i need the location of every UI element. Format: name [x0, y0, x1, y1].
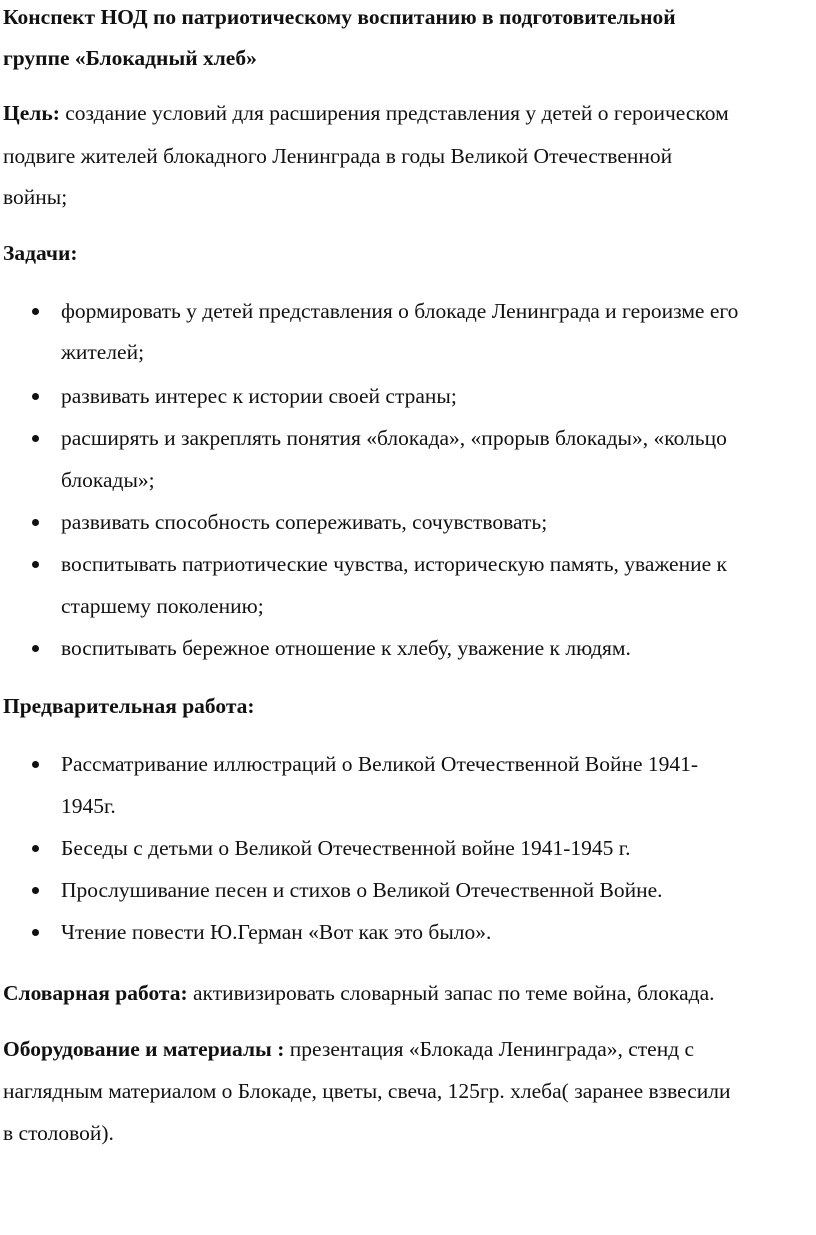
- equipment-line-2: [3, 1078, 731, 1104]
- preliminary-item-3-text-1: Прослушивание песен и стихов о Великой Отечественной Войне.: [61, 878, 663, 902]
- task-item-3-line-1: [61, 425, 727, 451]
- preliminary-item-1-text-2: 1945г.: [61, 794, 116, 818]
- bullet-icon: [32, 308, 39, 315]
- equipment-line-1: [3, 1036, 694, 1062]
- equipment-text-2: наглядным материалом о Блокаде, цветы, свеча, 125гр. хлеба( заранее взвесили: [3, 1079, 731, 1103]
- equipment-text-1: презентация «Блокада Ленинграда», стенд с: [284, 1037, 695, 1061]
- task-item-1-line-1: [61, 298, 738, 324]
- preliminary-item-1-line-1: [61, 751, 698, 777]
- equipment-text-3: в столовой).: [3, 1121, 114, 1145]
- task-item-5-text-1: воспитывать патриотические чувства, историческую память, уважение к: [61, 552, 727, 576]
- bullet-icon: [32, 929, 39, 936]
- preliminary-item-4-line-1: [61, 919, 491, 945]
- preliminary-heading-text: Предварительная работа:: [3, 694, 255, 718]
- goal-text-1: создание условий для расширения представления у детей о героическом: [59, 101, 729, 125]
- bullet-icon: [32, 645, 39, 652]
- task-item-6-line-1: [61, 635, 631, 661]
- goal-line-2: [3, 143, 672, 169]
- goal-line-1: [3, 100, 729, 126]
- preliminary-item-3-line-1: [61, 877, 663, 903]
- task-item-5-line-1: [61, 551, 727, 577]
- preliminary-heading: [3, 693, 255, 719]
- tasks-heading-text: Задачи:: [3, 241, 78, 265]
- task-item-3-text-1: расширять и закреплять понятия «блокада», «прорыв блокады», «кольцо: [61, 426, 727, 450]
- bullet-icon: [32, 887, 39, 894]
- task-item-4-line-1: [61, 509, 547, 535]
- task-item-6-text-1: воспитывать бережное отношение к хлебу, уважение к людям.: [61, 636, 631, 660]
- goal-label: Цель:: [3, 101, 60, 125]
- bullet-icon: [32, 845, 39, 852]
- bullet-icon: [32, 435, 39, 442]
- task-item-5-text-2: старшему поколению;: [61, 594, 264, 618]
- document-title-line-2: [3, 45, 257, 71]
- equipment-label: Оборудование и материалы :: [3, 1037, 285, 1061]
- bullet-icon: [32, 393, 39, 400]
- goal-line-3: [3, 184, 67, 210]
- preliminary-item-2-line-1: [61, 835, 631, 861]
- bullet-icon: [32, 519, 39, 526]
- task-item-1-line-2: [61, 339, 144, 365]
- goal-text-2: подвиге жителей блокадного Ленинграда в годы Великой Отечественной: [3, 144, 673, 168]
- equipment-line-3: [3, 1120, 114, 1146]
- bullet-icon: [32, 561, 39, 568]
- document-title-text-2: группе «Блокадный хлеб»: [3, 46, 257, 70]
- bullet-icon: [32, 761, 39, 768]
- goal-text-3: войны;: [3, 185, 68, 209]
- task-item-1-text-1: формировать у детей представления о блокаде Ленинграда и героизме его: [61, 299, 739, 323]
- task-item-1-text-2: жителей;: [61, 340, 145, 364]
- task-item-2-text-1: развивать интерес к истории своей страны;: [61, 384, 457, 408]
- tasks-heading: [3, 240, 78, 266]
- task-item-2-line-1: [61, 383, 457, 409]
- preliminary-item-1-line-2: [61, 793, 116, 819]
- preliminary-item-1-text-1: Рассматривание иллюстраций о Великой Отечественной Войне 1941-: [61, 752, 699, 776]
- preliminary-item-2-text-1: Беседы с детьми о Великой Отечественной войне 1941-1945 г.: [61, 836, 631, 860]
- document-title-line-1: [3, 4, 676, 30]
- task-item-3-line-2: [61, 467, 155, 493]
- vocabulary-text: активизировать словарный запас по теме война, блокада.: [187, 981, 715, 1005]
- document-title-text-1: Конспект НОД по патриотическому воспитанию в подготовительной: [3, 5, 676, 29]
- vocabulary-label: Словарная работа:: [3, 981, 188, 1005]
- task-item-5-line-2: [61, 593, 264, 619]
- task-item-3-text-2: блокады»;: [61, 468, 155, 492]
- task-item-4-text-1: развивать способность сопереживать, сочувствовать;: [61, 510, 548, 534]
- vocabulary-line: [3, 980, 715, 1006]
- preliminary-item-4-text-1: Чтение повести Ю.Герман «Вот как это было».: [61, 920, 492, 944]
